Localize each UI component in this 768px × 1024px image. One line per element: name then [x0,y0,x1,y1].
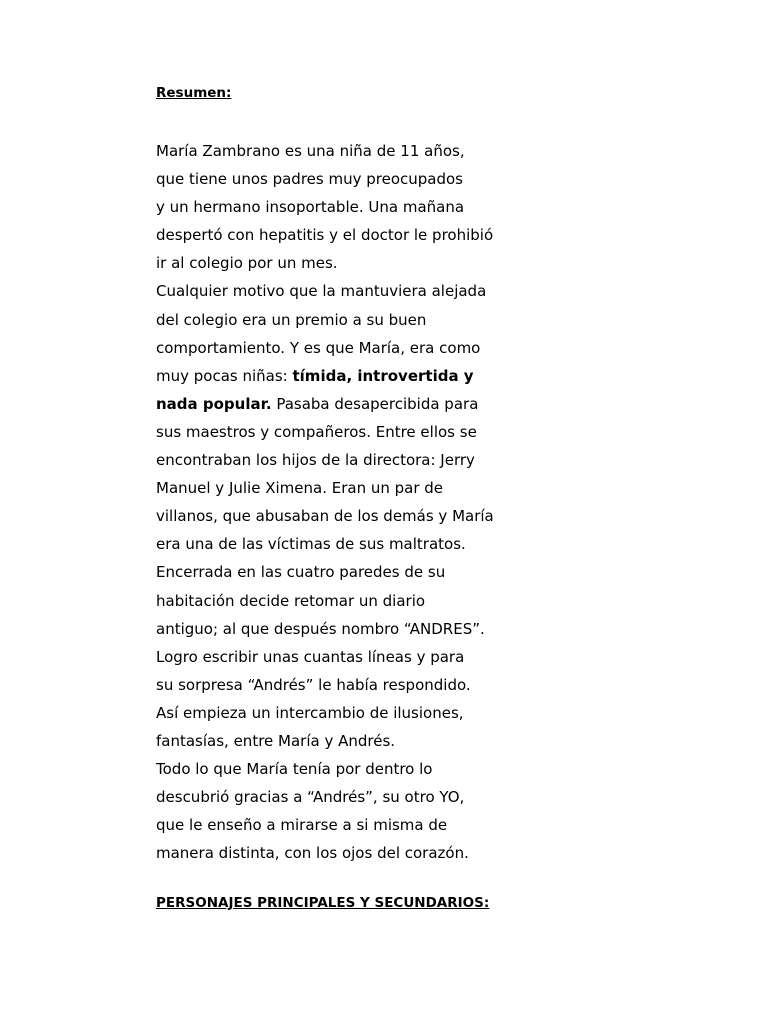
text-run: habitación decide retomar un diario [156,591,426,610]
body-line [156,362,576,390]
body-line [156,502,576,530]
body-line [156,418,576,446]
summary-body [156,137,576,867]
body-line [156,643,576,671]
text-run: muy pocas niñas: [156,366,293,385]
text-run: del colegio era un premio a su buen [156,310,427,329]
body-line [156,699,576,727]
text-run: descubrió gracias a “Andrés”, su otro YO, [156,788,465,807]
text-run: comportamiento. Y es que María, era como [156,338,481,357]
text-run: Encerrada en las cuatro paredes de su [156,563,446,582]
body-line [156,530,576,558]
body-line [156,446,576,474]
text-run: Cualquier motivo que la mantuviera alejada [156,282,487,301]
body-line [156,277,576,305]
body-line [156,390,576,418]
body-line [156,755,576,783]
body-line [156,727,576,755]
text-run: villanos, que abusaban de los demás y María [156,507,494,526]
text-run: que le enseño a mirarse a si misma de [156,816,448,835]
body-line [156,221,576,249]
text-run: Logro escribir unas cuantas líneas y para [156,647,465,666]
body-line [156,783,576,811]
body-line [156,671,576,699]
text-run: encontraban los hijos de la directora: Jerry [156,451,475,470]
body-line [156,587,576,615]
text-run: que tiene unos padres muy preocupados [156,170,463,189]
text-run: Pasaba desapercibida para [271,394,479,413]
text-run: su sorpresa “Andrés” le había respondido. [156,675,471,694]
body-line [156,137,576,165]
body-line [156,193,576,221]
text-run: Todo lo que María tenía por dentro lo [156,760,433,779]
bold-text-run: tímida, introvertida y [292,366,474,385]
characters-heading: PERSONAJES PRINCIPALES Y SECUNDARIOS: [156,895,490,911]
text-run: María Zambrano es una niña de 11 años, [156,142,465,160]
text-run: antiguo; al que después nombro “ANDRES”. [156,619,485,638]
text-run: era una de las víctimas de sus maltratos. [156,535,466,554]
body-line [156,165,576,193]
summary-heading: Resumen: [156,85,232,101]
text-run: fantasías, entre María y Andrés. [156,731,396,750]
body-line [156,558,576,586]
text-run: despertó con hepatitis y el doctor le prohibió [156,226,494,245]
body-line [156,249,576,277]
body-line [156,811,576,839]
text-run: manera distinta, con los ojos del corazón. [156,844,469,863]
bold-text-run: nada popular. [156,394,272,413]
body-line [156,334,576,362]
text-run: ir al colegio por un mes. [156,254,338,273]
body-line [156,474,576,502]
text-run: Así empieza un intercambio de ilusiones, [156,703,464,722]
body-line [156,839,576,867]
text-run: sus maestros y compañeros. Entre ellos se [156,422,477,441]
body-line [156,615,576,643]
text-run: Manuel y Julie Ximena. Eran un par de [156,479,444,498]
text-run: y un hermano insoportable. Una mañana [156,198,465,217]
body-line [156,306,576,334]
